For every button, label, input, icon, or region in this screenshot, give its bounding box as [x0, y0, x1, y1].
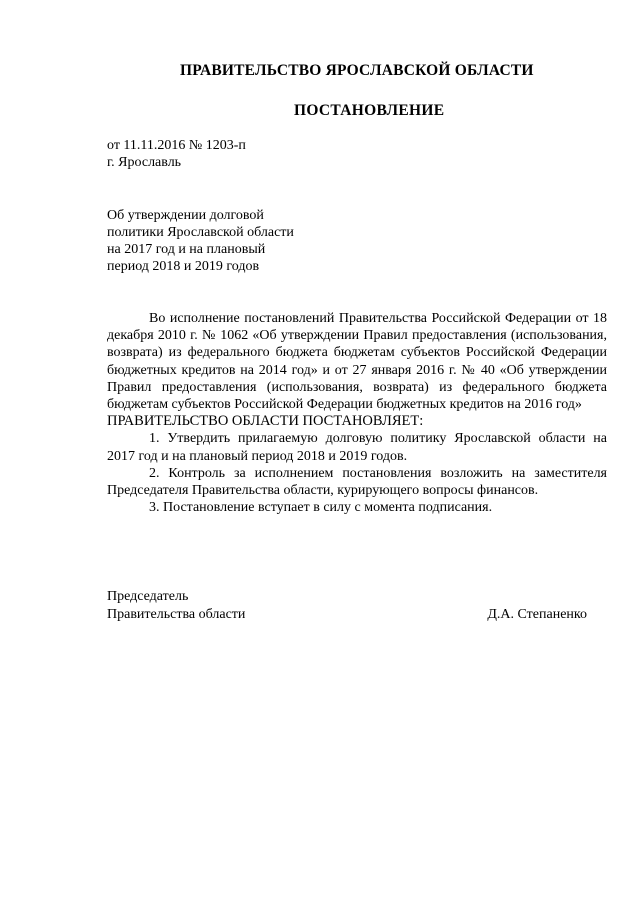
city: г. Ярославль	[107, 155, 182, 170]
document-body	[107, 310, 607, 516]
signature-row	[107, 606, 587, 624]
decree-statement: ПРАВИТЕЛЬСТВО ОБЛАСТИ ПОСТАНОВЛЯЕТ:	[107, 413, 424, 430]
signer-position-line1: Председатель	[107, 589, 189, 604]
subject-line: Об утверждении долговой	[107, 208, 264, 223]
decree-item: 1. Утвердить прилагаемую долговую политику Ярославской области на 2017 год и на плановый период 2018 и 2019 годов.	[107, 431, 607, 464]
organization-title: ПРАВИТЕЛЬСТВО ЯРОСЛАВСКОЙ ОБЛАСТИ	[180, 62, 534, 79]
decree-item: 3. Постановление вступает в силу с момента подписания.	[149, 500, 493, 516]
decree-item: 2. Контроль за исполнением постановления возложить на заместителя Председателя Правительства области, курирующего вопросы финансов.	[107, 465, 607, 499]
document-subject	[107, 207, 294, 275]
signature-block	[107, 588, 587, 624]
subject-line: на 2017 год и на плановый	[107, 242, 266, 257]
preamble-paragraph: Во исполнение постановлений Правительства Российской Федерации от 18 декабря 2010 г. № 1062 «Об утверждении Правил предоставления (использования, возврата) из федерального бюджета бюджетам субъектов Российской Федерации бюджетных кредитов на 2014 год» и от 27 января 2016 г. № 40 «Об утверждении Правил предоставления (использования, возврата) из федерального бюджета бюджетам субъектов Российской Федерации бюджетных кредитов на 2016 год»	[107, 311, 607, 413]
subject-line: период 2018 и 2019 годов	[107, 259, 260, 274]
subject-line: политики Ярославской области	[107, 225, 294, 240]
document-type-title: ПОСТАНОВЛЕНИЕ	[294, 102, 445, 119]
signer-name: Д.А. Степаненко	[487, 607, 587, 622]
date-number: от 11.11.2016 № 1203-п	[107, 138, 246, 153]
document-meta	[107, 137, 246, 171]
signer-position-line2: Правительства области	[107, 607, 246, 622]
